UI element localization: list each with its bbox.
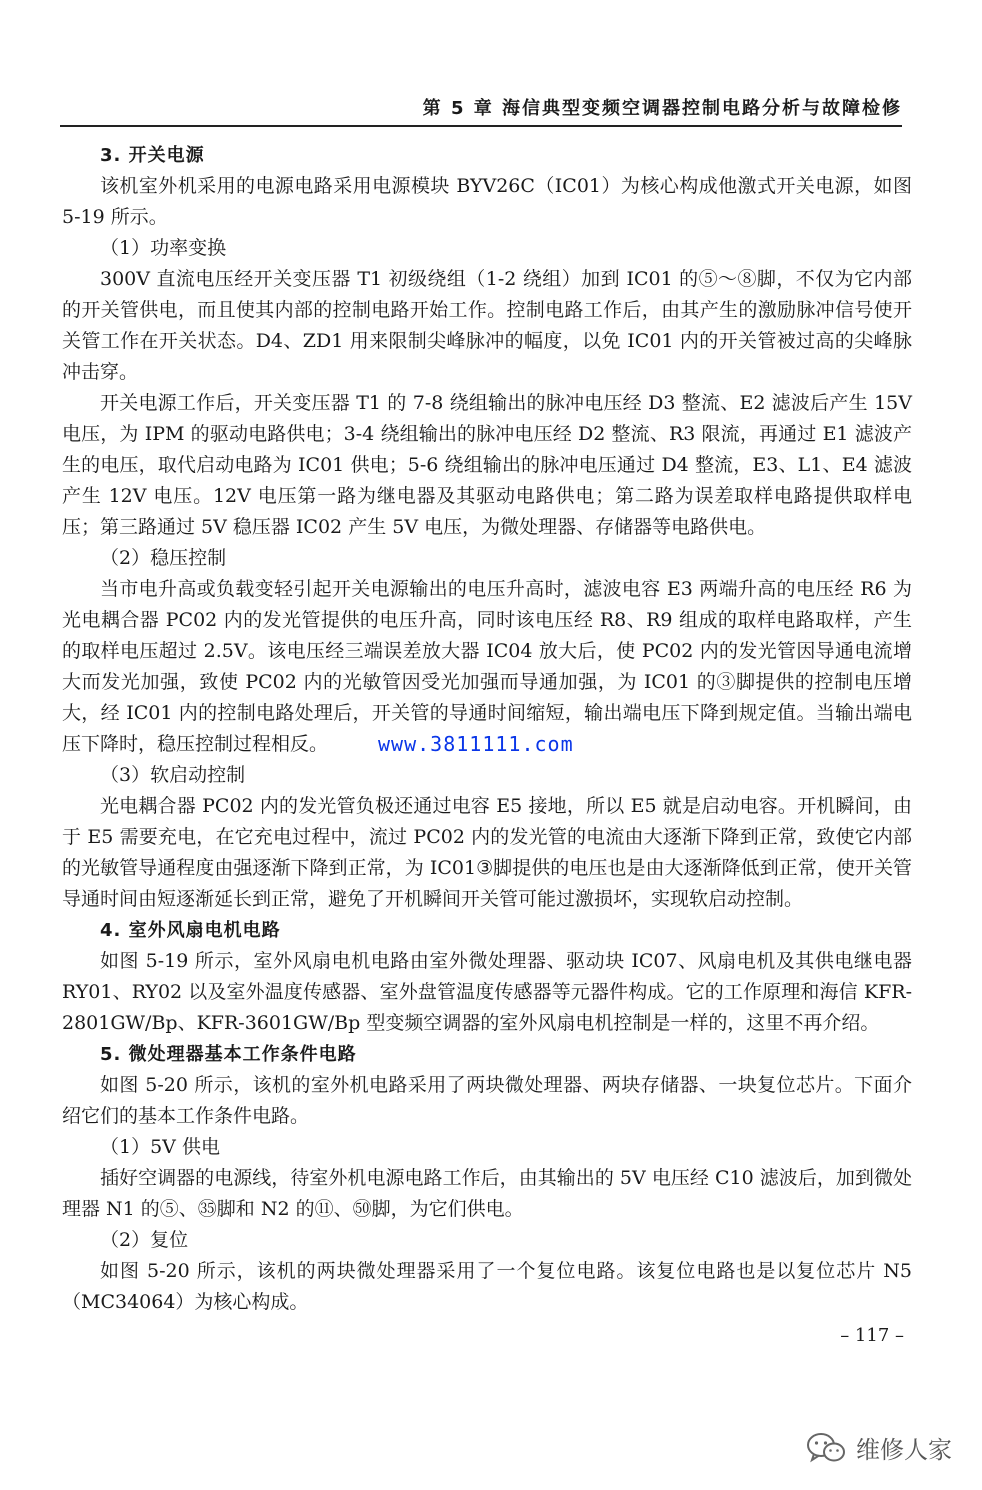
subsection-heading: （2）复位 (100, 1229, 189, 1251)
section-heading: 5. 微处理器基本工作条件电路 (100, 1044, 357, 1065)
page-content (62, 140, 912, 1318)
page-header (60, 95, 902, 127)
chapter-title: 第 5 章 海信典型变频空调器控制电路分析与故障检修 (422, 98, 902, 119)
brand-watermark (806, 1430, 952, 1465)
paragraph: 开关电源工作后，开关变压器 T1 的 7-8 绕组输出的脉冲电压经 D3 整流、E2 滤波后产生 15V 电压，为 IPM 的驱动电路供电；3-4 绕组输出的脉冲电压经 D2 整流、R3 限流，再通过 E1 滤波产生的电压，取代启动电路为 IC01 供电；5-6 绕组输出的脉冲电压通过 D4 整流，E3、L1、E4 滤波产生 12V 电压。12V 电压第一路为继电器及其驱动电路供电；第二路为误差取样电路提供取样电压；第三路通过 5V 稳压器 IC02 产生 5V 电压，为微处理器、存储器等电路供电。 (62, 392, 912, 538)
paragraph: 光电耦合器 PC02 内的发光管负极还通过电容 E5 接地，所以 E5 就是启动电容。开机瞬间，由于 E5 需要充电，在它充电过程中，流过 PC02 内的发光管的电流由大逐渐下降到正常，致使它内部的光敏管导通程度由强逐渐下降到正常，为 IC01③脚提供的电压也是由大逐渐降低到正常，使开关管导通时间由短逐渐延长到正常，避免了开机瞬间开关管可能过激损坏，实现软启动控制。 (62, 795, 912, 910)
subsection-heading: （1）5V 供电 (100, 1136, 220, 1158)
wechat-icon (806, 1432, 846, 1464)
paragraph: 插好空调器的电源线，待室外机电源电路工作后，由其输出的 5V 电压经 C10 滤波后，加到微处理器 N1 的⑤、㉟脚和 N2 的⑪、㊿脚，为它们供电。 (62, 1167, 912, 1220)
paragraph: 当市电升高或负载变轻引起开关电源输出的电压升高时，滤波电容 E3 两端升高的电压经 R6 为光电耦合器 PC02 内的发光管提供的电压升高，同时该电压经 R8、R9 组成的取样电路取样，产生的取样电压超过 2.5V。该电压经三端误差放大器 IC04 放大后，使 PC02 内的发光管因导通电流增大而发光加强，致使 PC02 内的光敏管因受光加强而导通加强，为 IC01 的③脚提供的控制电压增大，经 IC01 内的控制电路处理后，开关管的导通时间缩短，输出端电压下降到规定值。当输出端电压下降时，稳压控制过程相反。 (62, 578, 912, 755)
section-heading: 3. 开关电源 (100, 145, 205, 166)
website-watermark: www.3811111.com (378, 732, 574, 756)
paragraph: 该机室外机采用的电源电路采用电源模块 BYV26C（IC01）为核心构成他激式开关电源，如图 5-19 所示。 (62, 175, 912, 228)
subsection-heading: （3）软启动控制 (100, 764, 246, 786)
subsection-heading: （1）功率变换 (100, 237, 227, 259)
paragraph: 如图 5-19 所示，室外风扇电机电路由室外微处理器、驱动块 IC07、风扇电机及其供电继电器 RY01、RY02 以及室外温度传感器、室外盘管温度传感器等元器件构成。它的工作原理和海信 KFR-2801GW/Bp、KFR-3601GW/Bp 型变频空调器的室外风扇电机控制是一样的，这里不再介绍。 (62, 950, 912, 1034)
paragraph: 300V 直流电压经开关变压器 T1 初级绕组（1-2 绕组）加到 IC01 的⑤～⑧脚，不仅为它内部的开关管供电，而且使其内部的控制电路开始工作。控制电路工作后，由其产生的激励脉冲信号使开关管工作在开关状态。D4、ZD1 用来限制尖峰脉冲的幅度，以免 IC01 内的开关管被过高的尖峰脉冲击穿。 (62, 268, 912, 383)
page-number: – 117 – (840, 1325, 904, 1346)
brand-name: 维修人家 (856, 1436, 952, 1464)
subsection-heading: （2）稳压控制 (100, 547, 227, 569)
section-heading: 4. 室外风扇电机电路 (100, 920, 281, 941)
paragraph: 如图 5-20 所示，该机的两块微处理器采用了一个复位电路。该复位电路也是以复位芯片 N5（MC34064）为核心构成。 (62, 1260, 912, 1313)
paragraph: 如图 5-20 所示，该机的室外机电路采用了两块微处理器、两块存储器、一块复位芯片。下面介绍它们的基本工作条件电路。 (62, 1074, 912, 1127)
